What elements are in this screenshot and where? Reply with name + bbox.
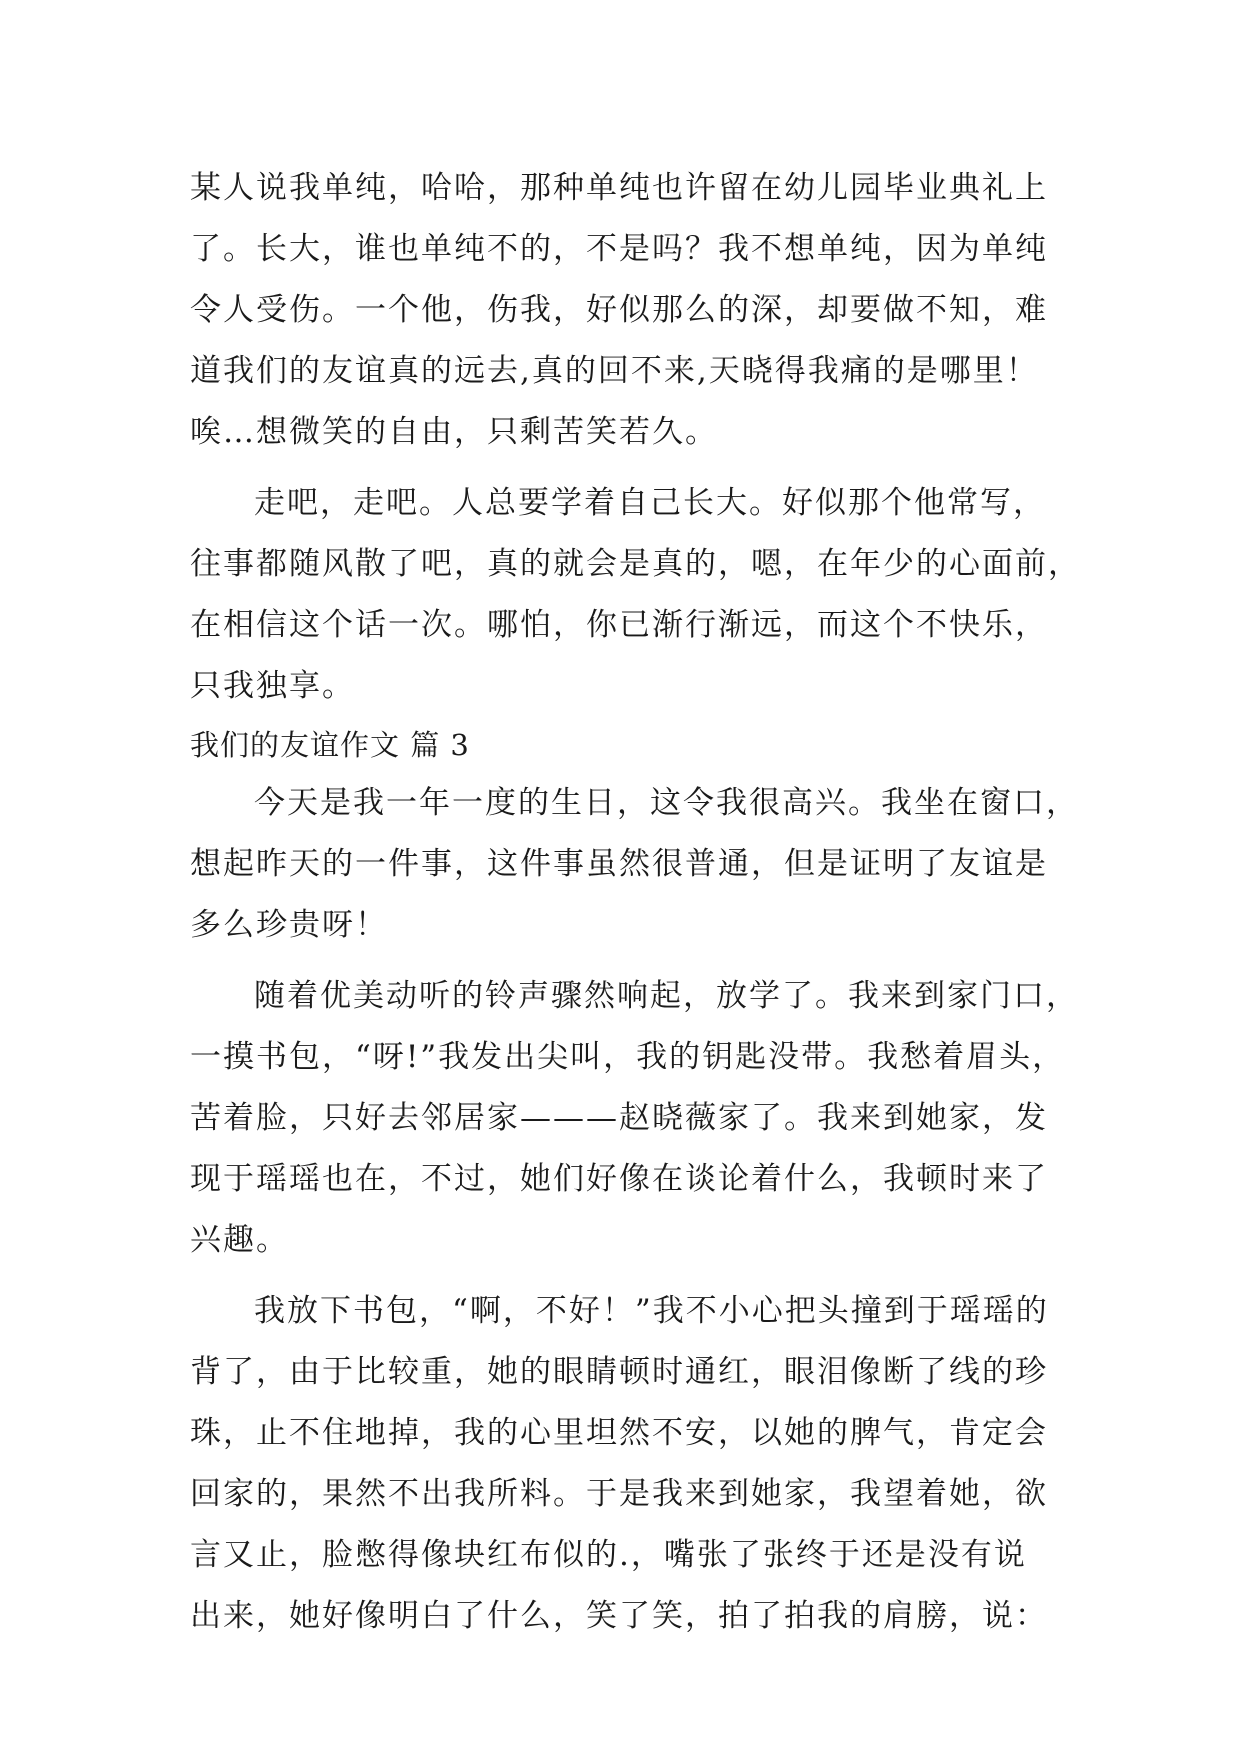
text-line: 一摸书包，“呀!”我发出尖叫，我的钥匙没带。我愁着眉头， [190, 1039, 1066, 1075]
text-line: 想起昨天的一件事，这件事虽然很普通，但是证明了友谊是 [190, 846, 1048, 882]
text-line: 令人受伤。一个他，伤我，好似那么的深，却要做不知，难 [190, 292, 1048, 328]
document-body [190, 158, 1081, 1647]
paragraph-spacer [190, 1271, 1070, 1281]
paragraph-1 [190, 158, 1070, 463]
paragraph-4 [190, 966, 1079, 1271]
paragraph-spacer [190, 956, 1070, 966]
section-heading-block [190, 717, 1070, 773]
paragraph-spacer [190, 463, 1070, 473]
text-line: 某人说我单纯，哈哈，那种单纯也许留在幼儿园毕业典礼上 [190, 170, 1048, 206]
paragraph-2 [190, 473, 1081, 717]
text-line: 苦着脸，只好去邻居家———赵晓薇家了。我来到她家，发 [190, 1100, 1048, 1136]
text-line: 了。长大，谁也单纯不的，不是吗？我不想单纯，因为单纯 [190, 231, 1048, 267]
text-line: 言又止，脸憋得像块红布似的.，嘴张了张终于还是没有说 [190, 1537, 1027, 1573]
text-line: 随着优美动听的铃声骤然响起，放学了。我来到家门口， [254, 978, 1079, 1014]
text-line: 往事都随风散了吧，真的就会是真的，嗯，在年少的心面前， [190, 546, 1081, 582]
paragraph-5 [190, 1281, 1070, 1647]
text-line: 我放下书包，“啊，不好！”我不小心把头撞到于瑶瑶的 [254, 1293, 1049, 1329]
text-line: 回家的，果然不出我所料。于是我来到她家，我望着她，欲 [190, 1476, 1048, 1512]
text-line: 现于瑶瑶也在，不过，她们好像在谈论着什么，我顿时来了 [190, 1161, 1048, 1197]
text-line: 兴趣。 [190, 1222, 289, 1258]
text-line: 珠，止不住地掉，我的心里坦然不安，以她的脾气，肯定会 [190, 1415, 1048, 1451]
text-line: 出来，她好像明白了什么，笑了笑，拍了拍我的肩膀，说： [190, 1598, 1048, 1634]
text-line: 唉…想微笑的自由，只剩苦笑若久。 [190, 414, 718, 450]
text-line: 背了，由于比较重，她的眼睛顿时通红，眼泪像断了线的珍 [190, 1354, 1048, 1390]
text-line: 只我独享。 [190, 668, 355, 704]
text-line: 走吧，走吧。人总要学着自己长大。好似那个他常写， [254, 485, 1046, 521]
text-line: 道我们的友谊真的远去,真的回不来,天晓得我痛的是哪里！ [190, 353, 1039, 389]
paragraph-3 [190, 773, 1079, 956]
text-line: 在相信这个话一次。哪怕，你已渐行渐远，而这个不快乐， [190, 607, 1048, 643]
text-line: 多么珍贵呀！ [190, 907, 388, 943]
section-title: 我们的友谊作文 篇 3 [190, 728, 470, 762]
text-line: 今天是我一年一度的生日，这令我很高兴。我坐在窗口， [254, 785, 1079, 821]
